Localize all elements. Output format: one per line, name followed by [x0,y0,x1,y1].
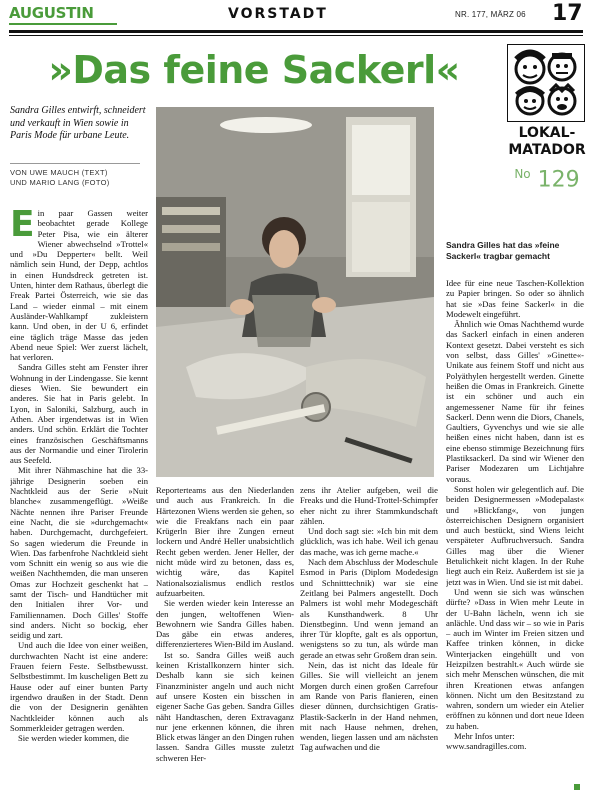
issue-info: NR. 177, MÄRZ 06 [455,10,526,19]
header-rule [9,30,583,33]
paragraph: zens ihr Atelier aufgeben, weil die Freaks und die Hund-Trottel-Schimpfer eher nicht zu ihrer Stammkundschaft zählen. [300,485,438,526]
end-mark [574,784,580,790]
column-title-line2: MATADOR [508,142,586,158]
column-title [507,125,587,159]
headline: »Das feine Sackerl« [48,48,460,92]
paragraph-text: in paar Gassen weiter beobachtet gerade Kollege Peter Pisa, wie ein älterer Wiener abwechselnd »Trottel« und »Du Depperter« bellt. Weil nämlich sein Hund, der Depp, achtlos in einen Hundsdreck getreten ist. Unten, hinter dem Rathaus, überlegt die Freak Partei Österreich, wie sie das Land – wieder einmal – mit einem Ausländer-Wahlkampf zukleistern kann. Und oben, in der U 6, erfindet eine täglich träge Masse das jeden Abend neue Spiel: Wer zuerst lächelt, hat verloren. [10,208,148,363]
page-number: 17 [552,1,583,26]
paragraph: Sie werden wieder kommen, die [18,733,129,744]
paragraph: Nein, das ist nicht das Ideale für Gilles. Sie will vielleicht an jenem Morgen durch einen großen Carrefour am Rande von Paris flanieren, einen dieser dünnen, durchsichtigen Gratis-Plastik-Sackerln in der Hand nehmen, mit nach Hause nehmen, drehen, wenden, liegen lassen und am nächsten Tag aufwachen und die [300,660,438,753]
website-link[interactable]: www.sandragilles.com. [446,741,527,752]
header-rule-thin [9,35,583,36]
lokal-matador-cartoon-icon [507,44,585,122]
paragraph: Idee für eine neue Taschen-Kollektion zu Papier bringen. So oder so ähnlich hat sie »Das feine Sackerl« in die Modewelt eingeführt. [446,278,584,319]
paragraph: Und auch die Idee von einer weißen, durchwachten Nacht ist eine andere: Frauen feiern Feste. Selbstbewusst. Selbstbestimmt. Im kuscheligen Bett zu Hause oder auf einer bunten Party irgendwo draußen in der Stadt. Denn die von der Designerin genähten Nachtkleider können auch als Sommerkleider getragen werden. [10,640,148,733]
text-column-3 [300,485,438,795]
paragraph: Nach dem Abschluss der Modeschule Esmod in Paris (Diplom Modedesign und Schnitttechnik) war sie eine Zeitlang bei Palmers angestellt. Doch Palmers ist wohl mehr Modegeschäft als Kunsthandwerk. 8 Uhr Dienstbeginn. Und wenn jemand an ihrer Tür klopfte, galt es als opportun, wenigstens so zu tun, als würde man gerade an etwas sehr Großem dran sein. [300,557,438,660]
masthead-logo: AUGUSTIN [9,4,94,22]
intro-rule [10,163,140,164]
paragraph: Sandra Gilles steht am Fenster ihrer Wohnung in der Lindengasse. Sie kennt dieses Wien. Sie bewundert ein anderes. Sie hat in Paris gelebt. In Lyon, in Saloniki, Salzburg, auch in Athen. Aber irgendetwas ist in Wien anders. Und schön. Erklärt die Tochter eines französischen Geschäftsmanns aus der Normandie und einer Tirolerin aus Seefeld. [10,362,148,466]
masthead-underline [9,23,117,25]
byline-photo: UND MARIO LANG (FOTO) [10,178,110,187]
intro-text: Sandra Gilles entwirft, schneidert und verkauft in Wien sowie in Paris Mode für urbane Leute. [10,105,146,141]
paragraph: Sonst holen wir gelegentlich auf. Die beiden Designermessen »Modepalast« und »Blickfang«, von jungen österreichischen Designern organisiert und auch bestückt, sind Wiens leicht verspäteter Aufbruchversuch. Sandra Gilles mag über die Wiener Betulichkeit nicht klagen. In der Ruhe liegt auch ein Reiz. Außerdem ist sie ja jetzt was in Wien. Und sie ist mit dabei. [446,483,584,587]
number-prefix: No [514,167,531,181]
paragraph: Ähnlich wie Omas Nachthemd wurde das Sackerl einfach in einen anderen Kontext gesetzt. Dabei versteht es sich von selbst, dass Gilles' »Ginette«-Unikate aus feinem Stoff und nicht aus Polyäthylen hergestellt werden. Ginette heißen die Omas in Frankreich. Ginette ist ein schöner und auch ein angemessener Name für ihr feines Sackerl. Denn wenn die Diors, Chanels, Gaultiers, Gyvenchys und wie sie alle heißen eines nicht haben, dann ist es eine ebenso stimmige Bezeichnung fürs Plastiksackerl. Da sind wir Wiener den Pariser Modezaren um Lichtjahre voraus. [446,319,584,484]
byline [10,168,150,188]
paragraph: Mit ihrer Nähmaschine hat die 33-jährige Designerin soeben ein Nachtkleid aus der Serie »Nuit blanche« zusammengeflügt. »Weiße Nächte nennen ihre Pariser Freunde eine Nacht, die sie »durchgemacht« haben. Durchgemacht, durchgefeiert. So sagen wiederum die Freunde in Wien. Das farbenfrohe Nachtkleid sieht vom Schnitt ein wenig so aus wie die weißen Nachthemden, die man unseren Omas zur Hochzeit geschenkt hat – samt der Tisch- und Handtücher mit den Initialen ihrer Vor- und Familiennamen. Doch Gilles' Stoffe sind anders. Nicht so bockig, eher seidig und zart. [10,465,148,641]
paragraph: Ist so. Sandra Gilles weiß auch keinen Kristallkonzern hinter sich. Deshalb kann sie sich keinen Finanzminister angeln und auch nicht auf unsere Kosten ein bisschen in eigener Sache Gas geben. Sandra Gilles näht Handtaschen, deren Extravaganz nur jene erkennen können, die ihren Blick etwas länger an den Dingen ruhen lassen. Sandra Gilles musste zuletzt schweren Her- [156,649,294,763]
column-number-value: 129 [537,167,580,193]
text-column-2 [156,485,294,795]
paragraph [10,208,148,362]
byline-text: VON UWE MAUCH (TEXT) [10,168,108,177]
column-number [507,167,587,192]
column-title-line1: LOKAL- [518,125,576,141]
paragraph: Mehr Infos unter: [454,731,515,742]
drop-cap: E [10,208,35,245]
paragraph: Und doch sagt sie: »Ich bin mit dem glücklich, was ich habe. Weil ich genau das mache, was ich gerne mache.« [300,526,438,557]
paragraph: Reporterteams aus den Niederlanden und auch aus Frankreich. In die Härtezonen Wiens werden sie gehen, so wie die Freakfans nach ein paar Krügerln Bier ihre Zungen erneut lockern und André Heller unabsichtlich Recht geben werden. Jener Heller, der nicht müde wird zu betonen, dass es, wichtig wäre, das Kapitel Nationalsozialismus endlich restlos aufzuarbeiten. [156,485,294,598]
paragraph: Und wenn sie sich was wünschen dürfte? »Dass in Wien mehr Leute in der U-Bahn lächeln, wenn ich sie anlächle. Und dass wir – so wie in Paris – auch im Winter im Freien sitzen und Kaffee trinken können, in dicke Winterjacken eingehüllt und von Heizpilzen bestrahlt.« Auch würde sie sich mehr Menschen wünschen, die mit ihren Kreationen etwas anfangen können. Nicht um den Besitzstand zu wahren, sondern um wieder ein Atelier eröffnen zu können und dort neue Ideen zu haben. [446,586,584,731]
photo-caption: Sandra Gilles hat das »feine Sackerl« tragbar gemacht [446,240,560,261]
section-title: VORSTADT [228,6,328,22]
text-column-1 [10,208,148,798]
article-photo [156,107,434,477]
text-column-4 [446,278,584,796]
paragraph: Sie werden wieder kein Interesse an den jungen, weltoffenen Wien-Bewohnern wie Sandra Gilles haben. Das gäbe ein etwas anderes, differenzierteres Wien-Bild im Ausland. [156,598,294,650]
